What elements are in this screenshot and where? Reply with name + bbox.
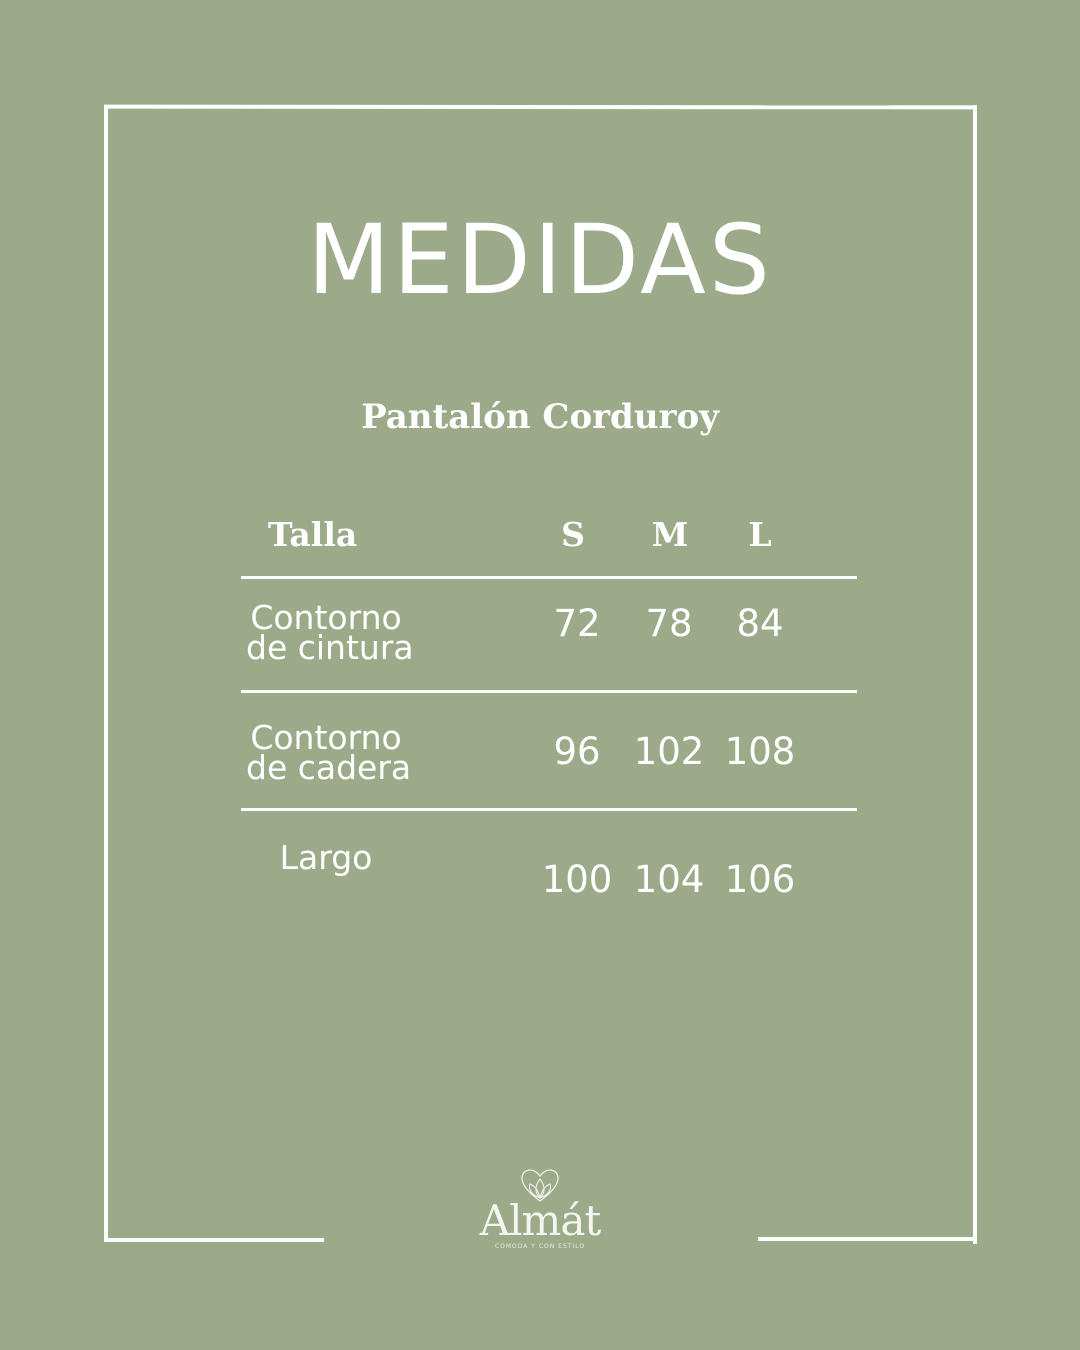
brand-logo	[470, 1168, 610, 1258]
table-cell: 96	[553, 730, 601, 773]
brand-tagline: COMODA Y CON ESTILO	[494, 1243, 586, 1250]
table-cell: 102	[633, 730, 705, 773]
page-title: MEDIDAS	[307, 204, 773, 316]
row-label-largo	[246, 838, 406, 877]
table-cell: 104	[633, 858, 705, 901]
table-cell: 72	[553, 602, 601, 645]
table-divider	[241, 808, 857, 811]
header-talla: Talla	[268, 515, 358, 554]
header-size-s: S	[561, 515, 585, 554]
brand-name: Almát	[479, 1196, 601, 1245]
product-name: Pantalón Corduroy	[361, 397, 719, 437]
row-label-cadera	[246, 718, 412, 787]
row-label-cintura	[246, 598, 414, 667]
table-cell: 106	[724, 858, 796, 901]
row-label-line: de cintura	[246, 628, 414, 667]
table-divider	[241, 690, 857, 693]
row-label-line: Contorno	[250, 718, 402, 757]
header-size-l: L	[748, 515, 772, 554]
row-label-line: Contorno	[250, 598, 402, 637]
frame-top-line	[104, 105, 977, 110]
frame-bottom-right-line	[758, 1237, 977, 1241]
row-label-line: Largo	[279, 838, 373, 877]
table-cell: 78	[645, 602, 693, 645]
table-divider	[241, 576, 857, 579]
row-label-line: de cadera	[246, 748, 412, 787]
header-size-m: M	[651, 515, 689, 554]
frame-bottom-left-line	[104, 1238, 324, 1242]
table-cell: 108	[724, 730, 796, 773]
table-cell: 84	[736, 602, 784, 645]
table-cell: 100	[541, 858, 613, 901]
